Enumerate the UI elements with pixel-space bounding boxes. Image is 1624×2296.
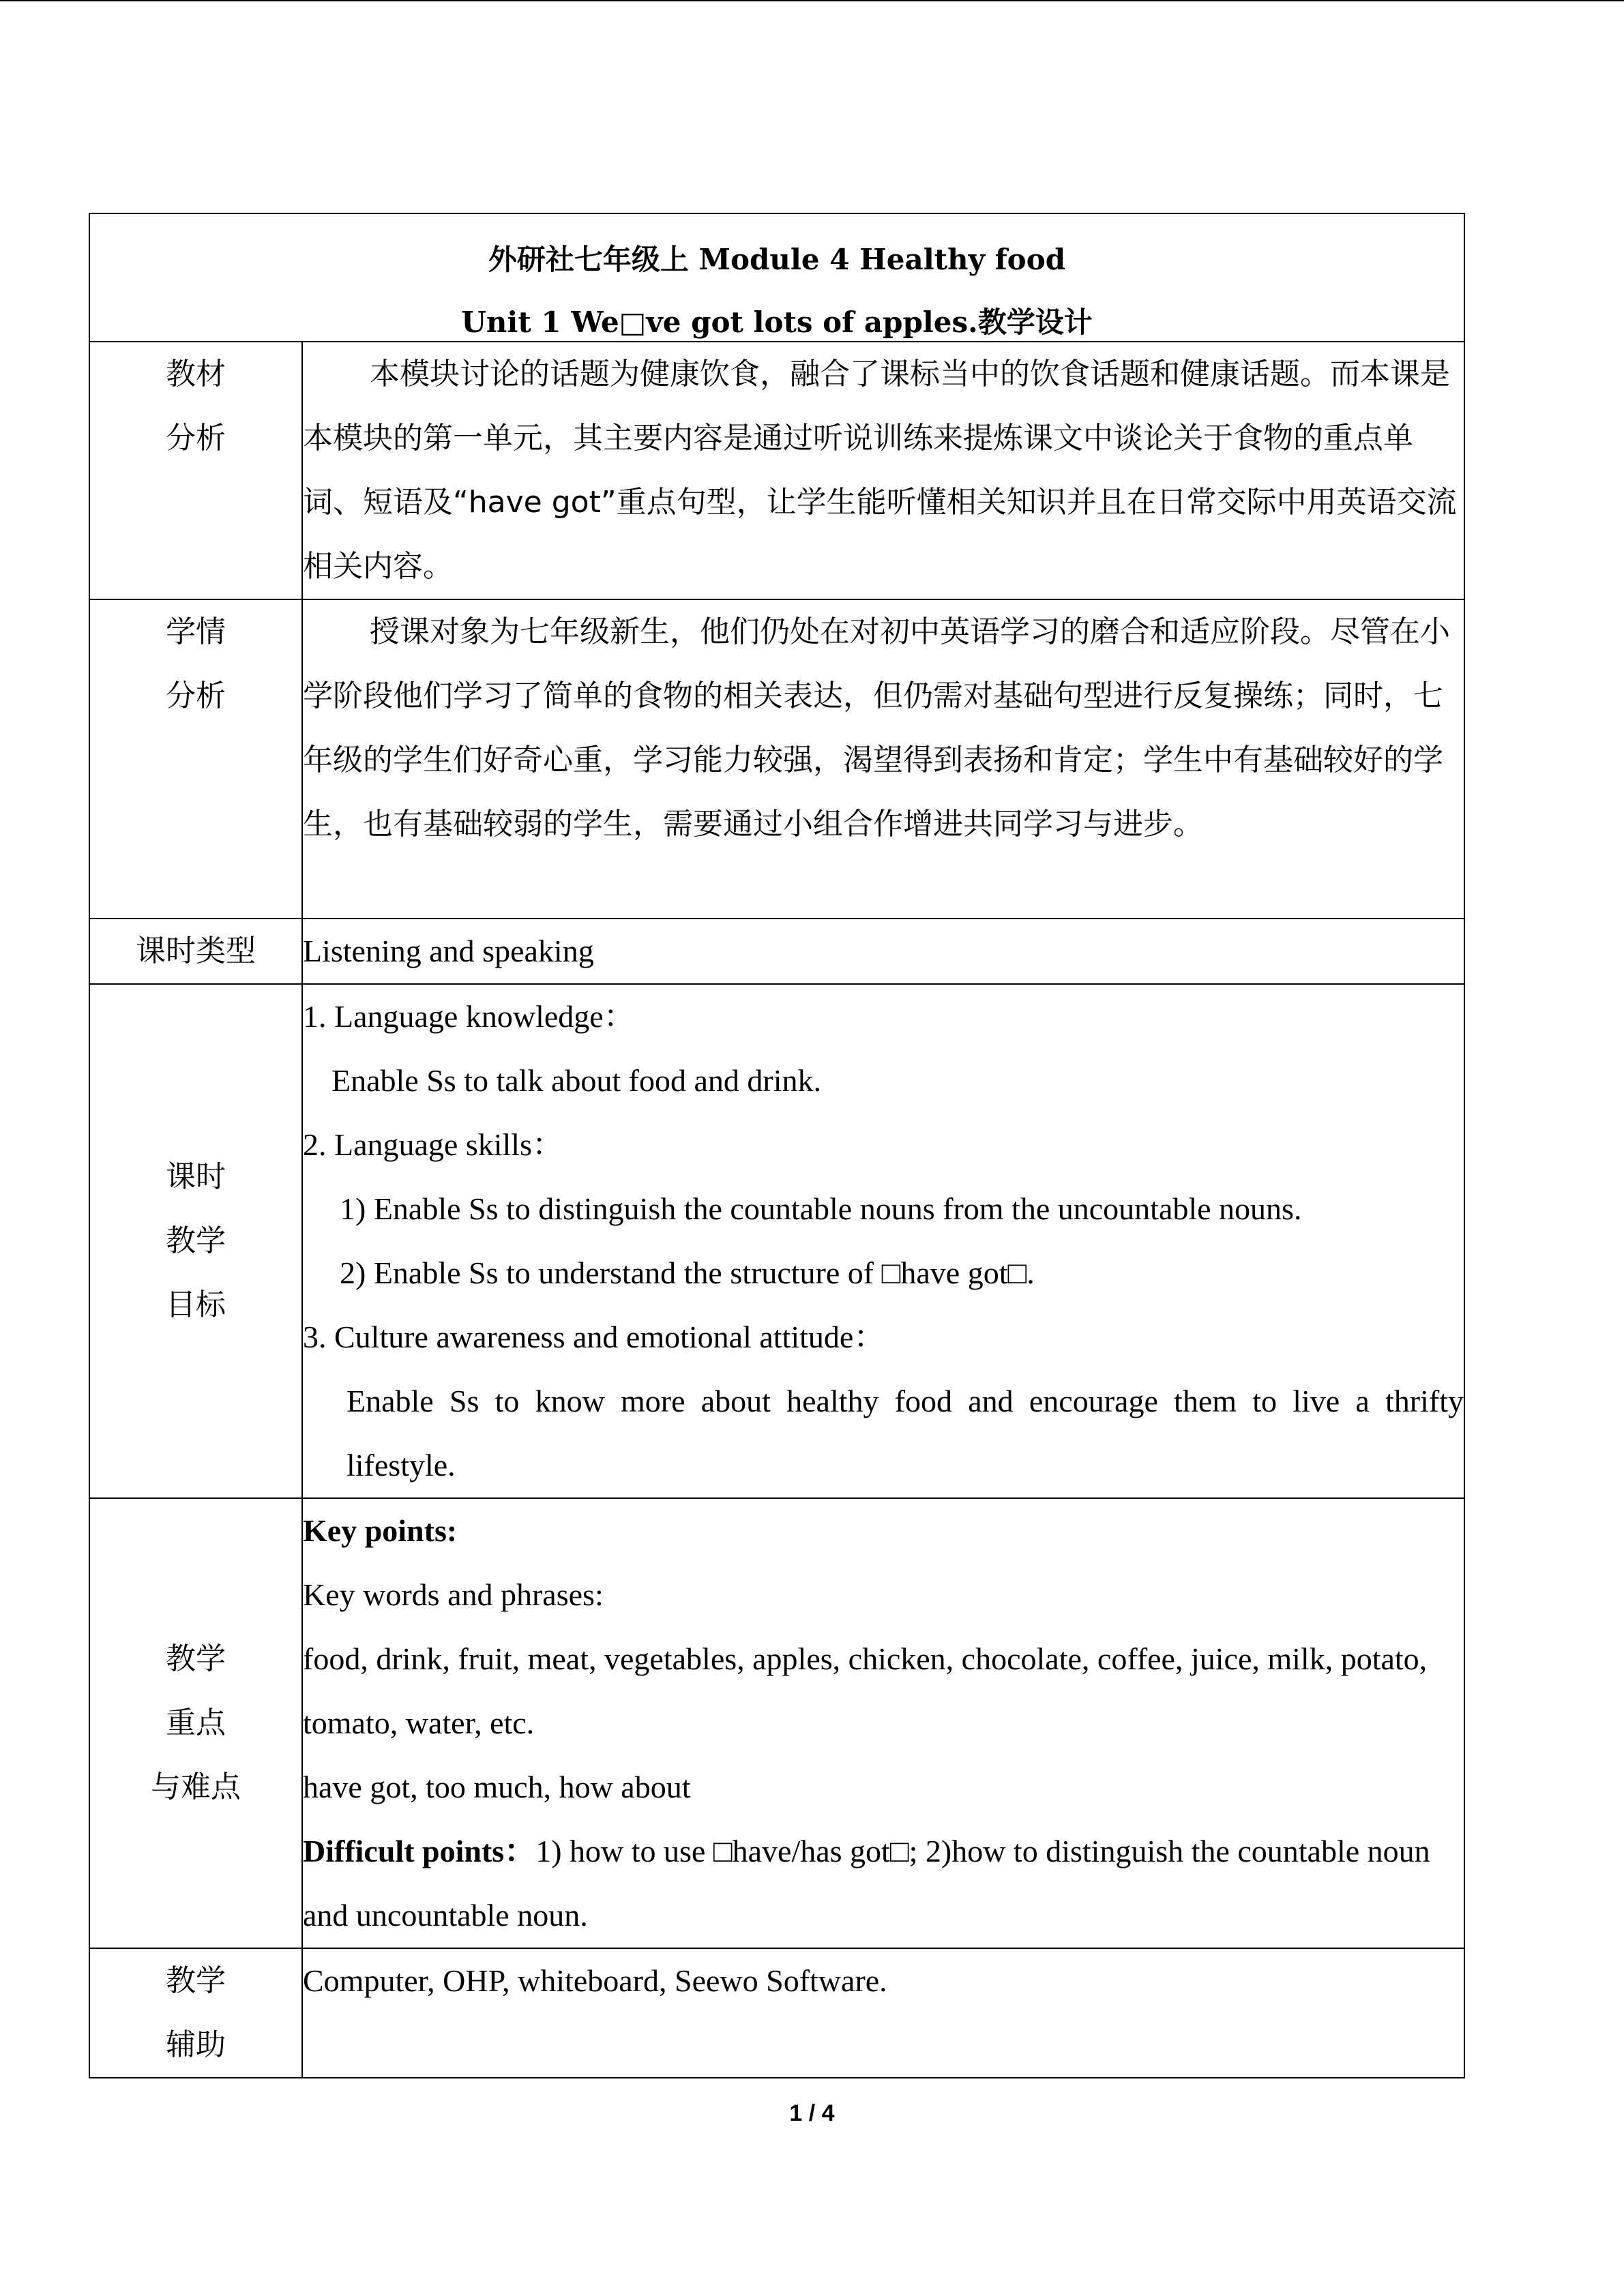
page-number: 1 / 4: [789, 2100, 835, 2126]
lesson-type-row: [89, 919, 1464, 984]
key-phrases: have got, too much, how about: [303, 1770, 691, 1804]
objectives-row: [89, 984, 1464, 1498]
objectives-label: 课时 教学 目标: [89, 984, 302, 1498]
objective-3-text: Enable Ss to know more about healthy food and encourage them to live a thrifty lifestyle.: [346, 1384, 1464, 1482]
aids-row: [89, 1948, 1464, 2078]
title-row: [89, 213, 1464, 342]
difficult-points-text: 1) how to use □have/has got□; 2)how to distinguish the countable noun and uncountable noun.: [303, 1834, 1430, 1933]
students-text: 授课对象为七年级新生，他们仍处在对初中英语学习的磨合和适应阶段。尽管在小学阶段他们学习了简单的食物的相关表达，但仍需对基础句型进行反复操练；同时，七年级的学生们好奇心重，学习能力较强，渴望得到表扬和肯定；学生中有基础较好的学生，也有基础较弱的学生，需要通过小组合作增进共同学习与进步。: [303, 614, 1450, 841]
objective-3-heading: 3. Culture awareness and emotional attitude：: [303, 1320, 885, 1354]
materials-content: [302, 342, 1464, 599]
lesson-type-content: [302, 919, 1464, 984]
objective-2-sub2: 2) Enable Ss to understand the structure of □have got□.: [340, 1255, 1035, 1290]
students-label: 学情 分析: [89, 599, 302, 919]
key-points-row: [89, 1498, 1464, 1948]
aids-label: 教学 辅助: [89, 1948, 302, 2078]
students-row: [89, 599, 1464, 919]
objective-1-heading: 1. Language knowledge：: [303, 999, 635, 1034]
page-top-border: [0, 0, 1624, 1]
key-points-content: [302, 1498, 1464, 1948]
materials-text: 本模块讨论的话题为健康饮食，融合了课标当中的饮食话题和健康话题。而本课是本模块的第一单元，其主要内容是通过听说训练来提炼课文中谈论关于食物的重点单词、短语及“have got”重点句型，让学生能听懂相关知识并且在日常交际中用英语交流相关内容。: [303, 357, 1457, 584]
aids-content: [302, 1948, 1464, 2078]
materials-row: [89, 342, 1464, 599]
key-words-heading: Key words and phrases:: [303, 1577, 604, 1612]
materials-label: 教材 分析: [89, 342, 302, 599]
lesson-type-label: 课时类型: [89, 919, 302, 984]
objective-1-text: Enable Ss to talk about food and drink.: [331, 1063, 821, 1098]
key-points-heading: Key points:: [303, 1513, 458, 1548]
key-points-label: 教学 重点 与难点: [89, 1498, 302, 1948]
objective-2-heading: 2. Language skills：: [303, 1127, 563, 1162]
doc-title-line2: Unit 1 We□ve got lots of apples.教学设计: [461, 305, 1093, 339]
key-words-list: food, drink, fruit, meat, vegetables, apples, chicken, chocolate, coffee, juice, milk, potato, tomato, water, etc.: [303, 1641, 1428, 1740]
objective-2-sub1: 1) Enable Ss to distinguish the countable nouns from the uncountable nouns.: [340, 1191, 1302, 1226]
aids-text: Computer, OHP, whiteboard, Seewo Software.: [303, 1963, 887, 1998]
lesson-plan-table: [89, 213, 1465, 2078]
title-cell: [89, 213, 1464, 342]
difficult-points-heading: Difficult points：: [303, 1834, 536, 1868]
objectives-content: [302, 984, 1464, 1498]
lesson-type-text: Listening and speaking: [303, 934, 594, 968]
students-content: [302, 599, 1464, 919]
doc-title-line1: 外研社七年级上 Module 4 Healthy food: [488, 243, 1066, 276]
